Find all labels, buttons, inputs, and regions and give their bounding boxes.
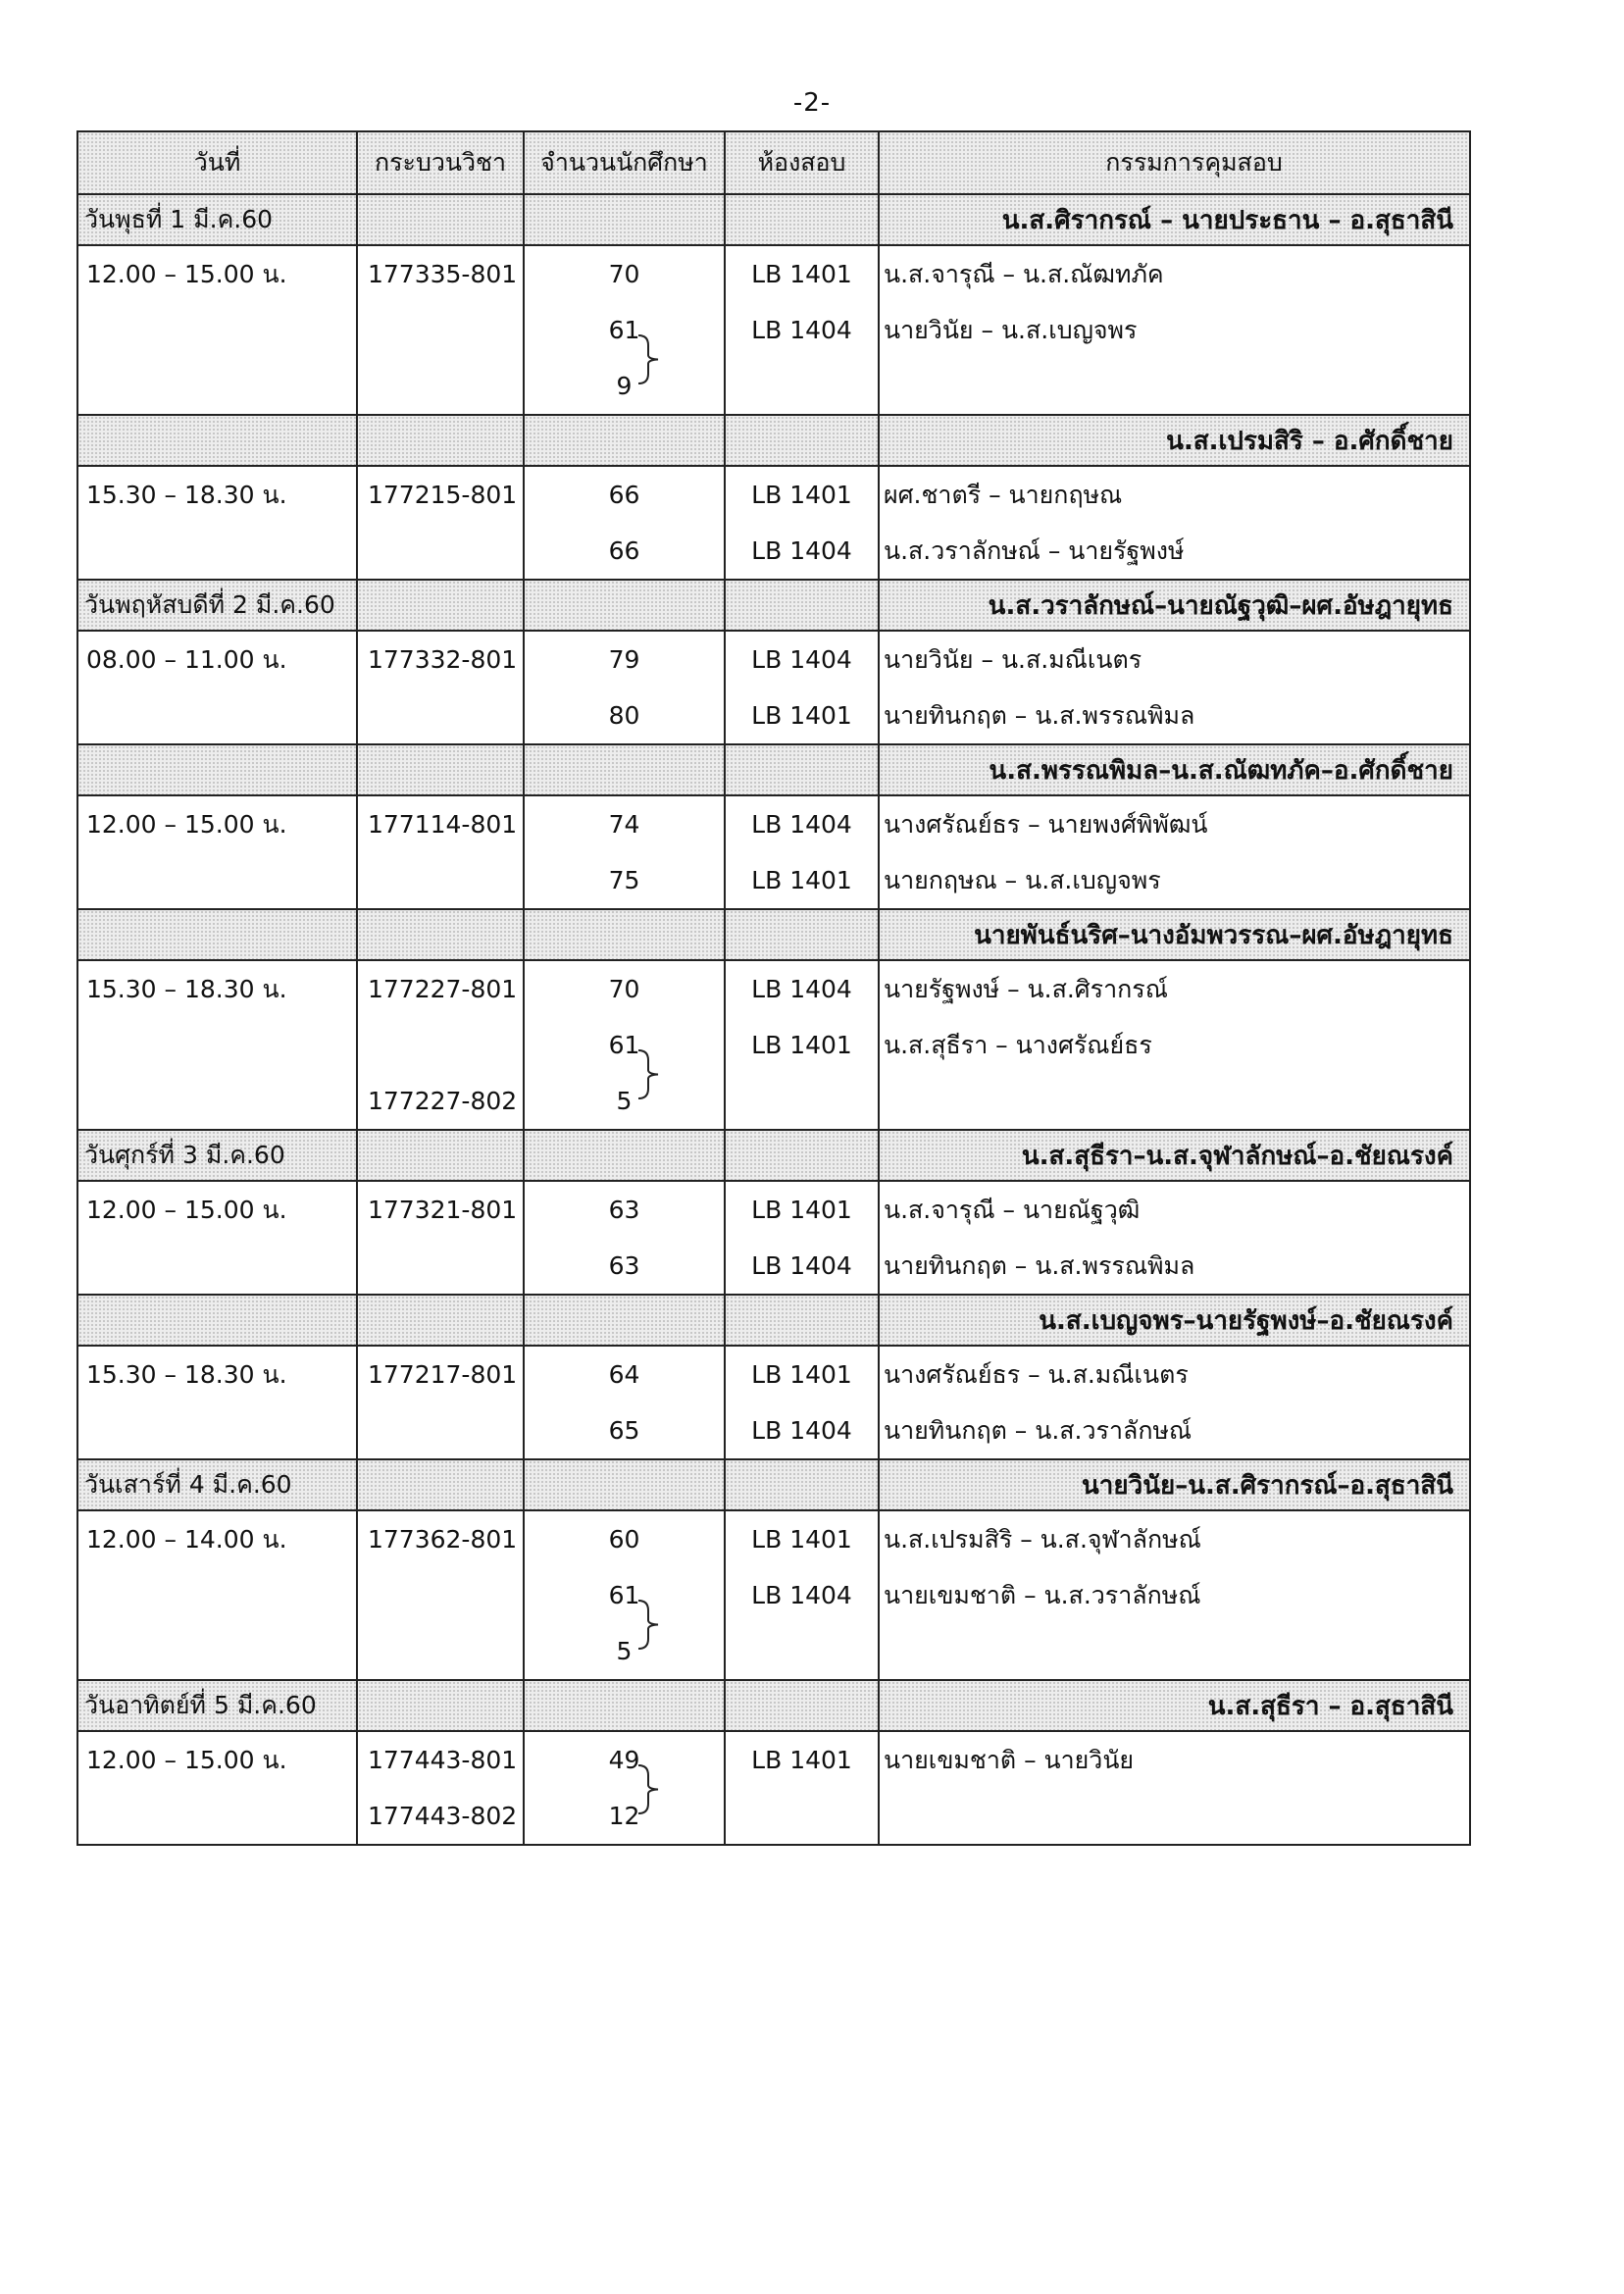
exam-time: [78, 302, 356, 358]
session-blank-cell: [725, 1680, 879, 1731]
proctor-names: ผศ.ชาตรี – นายกฤษณ: [884, 481, 1123, 509]
session-header-row: [77, 194, 1470, 245]
course-code: 177215-801: [368, 481, 518, 509]
student-count-cell: [524, 466, 725, 580]
proctor-names: น.ส.จารุณี – นายณัฐวุฒิ: [884, 1196, 1141, 1224]
course-code: 177335-801: [368, 260, 518, 288]
course-code-cell: [357, 466, 524, 580]
proctor-names: นายทินกฤต – น.ส.พรรณพิมล: [884, 1251, 1195, 1280]
student-count: 75: [608, 866, 640, 894]
course-code: [358, 1402, 523, 1458]
session-header-row: [77, 909, 1470, 960]
session-blank-cell: [357, 194, 524, 245]
exam-room-cell: [725, 631, 879, 744]
student-count: 63: [608, 1196, 640, 1224]
proctor-names: นายทินกฤต – น.ส.พรรณพิมล: [884, 701, 1195, 730]
exam-room: [726, 1788, 878, 1844]
exam-room: [726, 1073, 878, 1129]
session-chairs: น.ส.สุธีรา–น.ส.จุฬาลักษณ์–อ.ชัยณรงค์: [879, 1130, 1470, 1181]
session-header-row: [77, 744, 1470, 795]
student-count: 74: [608, 810, 640, 839]
session-blank-cell: [357, 1130, 524, 1181]
exam-time-cell: [77, 1346, 357, 1459]
proctor-names-cell: [879, 466, 1470, 580]
proctor-names: นางศรัณย์ธร – นายพงศ์พิพัฒน์: [884, 810, 1208, 839]
exam-time-cell: [77, 466, 357, 580]
session-blank-cell: [524, 744, 725, 795]
exam-room: LB 1404: [751, 810, 852, 839]
session-day: วันเสาร์ที่ 4 มี.ค.60: [77, 1459, 357, 1510]
student-count: 80: [608, 701, 640, 730]
exam-time: [78, 1238, 356, 1294]
table-row: [77, 1510, 1470, 1680]
proctor-names: [880, 358, 1469, 414]
session-chairs: นายพันธ์นริศ–นางอัมพวรรณ–ผศ.อัษฎายุทธ: [879, 909, 1470, 960]
exam-room: LB 1401: [751, 1360, 852, 1389]
exam-room-cell: [725, 245, 879, 415]
student-count-cell: [524, 245, 725, 415]
exam-room: LB 1401: [751, 1196, 852, 1224]
exam-time-cell: [77, 1510, 357, 1680]
table-row: [77, 1731, 1470, 1845]
session-blank-cell: [725, 1459, 879, 1510]
course-code-cell: [357, 1181, 524, 1295]
session-blank-cell: [357, 909, 524, 960]
course-code-cell: [357, 1731, 524, 1845]
proctor-names: [880, 1788, 1469, 1844]
proctor-names: [880, 1073, 1469, 1129]
exam-time-cell: [77, 795, 357, 909]
session-day: วันพุธที่ 1 มี.ค.60: [77, 194, 357, 245]
exam-room: LB 1401: [751, 1031, 852, 1059]
course-code: 177227-802: [368, 1087, 518, 1115]
table-row: [77, 245, 1470, 415]
student-count: 79: [608, 645, 640, 674]
session-blank-cell: [725, 580, 879, 631]
exam-time: 12.00 – 15.00 น.: [86, 1746, 287, 1774]
exam-time: [78, 1567, 356, 1623]
exam-time-cell: [77, 960, 357, 1130]
exam-time: 15.30 – 18.30 น.: [86, 975, 287, 1003]
exam-room: LB 1401: [751, 866, 852, 894]
proctor-names: นายเขมชาติ – นายวินัย: [884, 1746, 1135, 1774]
exam-time: 08.00 – 11.00 น.: [86, 645, 287, 674]
proctor-names-cell: [879, 245, 1470, 415]
exam-room: LB 1401: [751, 701, 852, 730]
course-code: [358, 523, 523, 579]
session-blank-cell: [725, 194, 879, 245]
exam-time-cell: [77, 631, 357, 744]
session-day: [77, 909, 357, 960]
proctor-names-cell: [879, 1346, 1470, 1459]
session-day: วันศุกร์ที่ 3 มี.ค.60: [77, 1130, 357, 1181]
exam-room: LB 1404: [751, 975, 852, 1003]
course-code: 177217-801: [368, 1360, 518, 1389]
session-blank-cell: [357, 744, 524, 795]
proctor-names: น.ส.วราลักษณ์ – นายรัฐพงษ์: [884, 536, 1185, 565]
session-header-row: [77, 1130, 1470, 1181]
course-code: [358, 358, 523, 414]
exam-room: LB 1401: [751, 260, 852, 288]
proctor-names-cell: [879, 795, 1470, 909]
session-day: [77, 415, 357, 466]
exam-room-cell: [725, 466, 879, 580]
proctor-names: น.ส.เปรมสิริ – น.ส.จุฬาลักษณ์: [884, 1525, 1201, 1554]
header-room: ห้องสอบ: [725, 131, 879, 194]
student-count-cell: [524, 960, 725, 1130]
proctor-names: นายวินัย – น.ส.มณีเนตร: [884, 645, 1142, 674]
proctor-names: นายวินัย – น.ส.เบญจพร: [884, 316, 1138, 344]
course-code: 177321-801: [368, 1196, 518, 1224]
session-day: วันอาทิตย์ที่ 5 มี.ค.60: [77, 1680, 357, 1731]
exam-time: 12.00 – 15.00 น.: [86, 1196, 287, 1224]
exam-room-cell: [725, 1731, 879, 1845]
table-row: [77, 466, 1470, 580]
exam-room-cell: [725, 1181, 879, 1295]
header-committee: กรรมการคุมสอบ: [879, 131, 1470, 194]
session-blank-cell: [357, 580, 524, 631]
student-count: 49: [525, 1732, 724, 1788]
student-count: 66: [608, 481, 640, 509]
course-code: [358, 688, 523, 743]
session-blank-cell: [524, 1295, 725, 1346]
table-row: [77, 631, 1470, 744]
exam-time-cell: [77, 1731, 357, 1845]
session-blank-cell: [357, 1680, 524, 1731]
exam-room-cell: [725, 1346, 879, 1459]
session-header-row: [77, 1295, 1470, 1346]
exam-room: [726, 358, 878, 414]
session-blank-cell: [357, 415, 524, 466]
student-count: 61: [525, 1567, 724, 1623]
student-count: 70: [608, 975, 640, 1003]
table-row: [77, 1346, 1470, 1459]
session-chairs: น.ส.เบญจพร–นายรัฐพงษ์–อ.ชัยณรงค์: [879, 1295, 1470, 1346]
course-code: [358, 1623, 523, 1679]
session-blank-cell: [524, 194, 725, 245]
proctor-names: นายกฤษณ – น.ส.เบญจพร: [884, 866, 1161, 894]
proctor-names: นายรัฐพงษ์ – น.ส.ศิรากรณ์: [884, 975, 1168, 1003]
session-blank-cell: [725, 909, 879, 960]
exam-time: [78, 1788, 356, 1844]
exam-time: [78, 688, 356, 743]
table-row: [77, 795, 1470, 909]
student-count: 5: [616, 1087, 633, 1115]
proctor-names: [880, 1623, 1469, 1679]
session-day: วันพฤหัสบดีที่ 2 มี.ค.60: [77, 580, 357, 631]
session-blank-cell: [725, 415, 879, 466]
course-code: 177443-801: [368, 1746, 518, 1774]
exam-time: [78, 1017, 356, 1073]
proctor-names-cell: [879, 631, 1470, 744]
student-count: 64: [608, 1360, 640, 1389]
student-count: 66: [608, 536, 640, 565]
course-code: 177227-801: [368, 975, 518, 1003]
student-count: 12: [608, 1802, 640, 1830]
session-chairs: น.ส.เปรมสิริ – อ.ศักดิ์ชาย: [879, 415, 1470, 466]
course-code-cell: [357, 795, 524, 909]
student-count: 61: [525, 302, 724, 358]
course-code-cell: [357, 1510, 524, 1680]
exam-time-cell: [77, 245, 357, 415]
exam-room: LB 1404: [751, 1416, 852, 1445]
exam-time-cell: [77, 1181, 357, 1295]
header-date: วันที่: [77, 131, 357, 194]
exam-time: [78, 358, 356, 414]
session-blank-cell: [524, 415, 725, 466]
student-count: 61: [525, 1017, 724, 1073]
exam-room: LB 1404: [751, 316, 852, 344]
session-chairs: น.ส.ศิรากรณ์ – นายประธาน – อ.สุธาสินี: [879, 194, 1470, 245]
session-blank-cell: [524, 1130, 725, 1181]
course-code: [358, 1567, 523, 1623]
session-blank-cell: [357, 1295, 524, 1346]
exam-room-cell: [725, 960, 879, 1130]
exam-time: 12.00 – 14.00 น.: [86, 1525, 287, 1554]
exam-room: LB 1401: [751, 1525, 852, 1554]
student-count: 70: [608, 260, 640, 288]
session-blank-cell: [524, 1680, 725, 1731]
proctor-names: นางศรัณย์ธร – น.ส.มณีเนตร: [884, 1360, 1189, 1389]
session-blank-cell: [725, 1295, 879, 1346]
course-code: 177362-801: [368, 1525, 518, 1554]
student-count-cell: [524, 1510, 725, 1680]
session-header-row: [77, 1459, 1470, 1510]
student-count: 9: [616, 372, 633, 400]
student-count-cell: [524, 631, 725, 744]
exam-room: LB 1404: [751, 1581, 852, 1609]
exam-time: [78, 523, 356, 579]
session-header-row: [77, 580, 1470, 631]
exam-time: [78, 852, 356, 908]
course-code: [358, 1017, 523, 1073]
course-code-cell: [357, 960, 524, 1130]
session-blank-cell: [524, 580, 725, 631]
student-count-cell: [524, 1346, 725, 1459]
proctor-names: น.ส.สุธีรา – นางศรัณย์ธร: [884, 1031, 1152, 1059]
proctor-names: นายทินกฤต – น.ส.วราลักษณ์: [884, 1416, 1193, 1445]
course-code: [358, 302, 523, 358]
exam-room: LB 1401: [751, 481, 852, 509]
session-day: [77, 744, 357, 795]
student-count: 5: [616, 1637, 633, 1665]
exam-room: LB 1404: [751, 536, 852, 565]
exam-time: [78, 1623, 356, 1679]
exam-schedule-table: [76, 130, 1471, 1846]
proctor-names: น.ส.จารุณี – น.ส.ณัฒทภัค: [884, 260, 1164, 288]
course-code: [358, 1238, 523, 1294]
course-code: 177114-801: [368, 810, 518, 839]
student-count-cell: [524, 1181, 725, 1295]
exam-time: 15.30 – 18.30 น.: [86, 1360, 287, 1389]
exam-room: LB 1404: [751, 1251, 852, 1280]
exam-time: [78, 1402, 356, 1458]
exam-time: 12.00 – 15.00 น.: [86, 260, 287, 288]
proctor-names-cell: [879, 960, 1470, 1130]
proctor-names-cell: [879, 1731, 1470, 1845]
exam-time: [78, 1073, 356, 1129]
session-blank-cell: [725, 744, 879, 795]
header-course: กระบวนวิชา: [357, 131, 524, 194]
session-day: [77, 1295, 357, 1346]
session-header-row: [77, 1680, 1470, 1731]
student-count-cell: [524, 1731, 725, 1845]
table-row: [77, 1181, 1470, 1295]
student-count: 60: [608, 1525, 640, 1554]
course-code: 177332-801: [368, 645, 518, 674]
course-code-cell: [357, 245, 524, 415]
exam-room-cell: [725, 1510, 879, 1680]
session-chairs: นายวินัย–น.ส.ศิรากรณ์–อ.สุธาสินี: [879, 1459, 1470, 1510]
exam-time: 12.00 – 15.00 น.: [86, 810, 287, 839]
session-chairs: น.ส.พรรณพิมล–น.ส.ณัฒทภัค–อ.ศักดิ์ชาย: [879, 744, 1470, 795]
page-number: -2-: [792, 88, 832, 118]
table-header-row: [77, 131, 1470, 194]
proctor-names-cell: [879, 1181, 1470, 1295]
session-chairs: น.ส.วราลักษณ์–นายณัฐวุฒิ–ผศ.อัษฎายุทธ: [879, 580, 1470, 631]
session-blank-cell: [524, 1459, 725, 1510]
header-students: จำนวนนักศึกษา: [524, 131, 725, 194]
session-blank-cell: [524, 909, 725, 960]
session-blank-cell: [357, 1459, 524, 1510]
exam-room: LB 1404: [751, 645, 852, 674]
exam-room-cell: [725, 795, 879, 909]
course-code-cell: [357, 1346, 524, 1459]
exam-time: 15.30 – 18.30 น.: [86, 481, 287, 509]
session-header-row: [77, 415, 1470, 466]
proctor-names: นายเขมชาติ – น.ส.วราลักษณ์: [884, 1581, 1201, 1609]
session-blank-cell: [725, 1130, 879, 1181]
exam-room: [726, 1623, 878, 1679]
course-code-cell: [357, 631, 524, 744]
course-code: 177443-802: [368, 1802, 518, 1830]
student-count: 63: [608, 1251, 640, 1280]
proctor-names-cell: [879, 1510, 1470, 1680]
table-row: [77, 960, 1470, 1130]
session-chairs: น.ส.สุธีรา – อ.สุธาสินี: [879, 1680, 1470, 1731]
course-code: [358, 852, 523, 908]
exam-room: LB 1401: [751, 1746, 852, 1774]
student-count-cell: [524, 795, 725, 909]
student-count: 65: [608, 1416, 640, 1445]
